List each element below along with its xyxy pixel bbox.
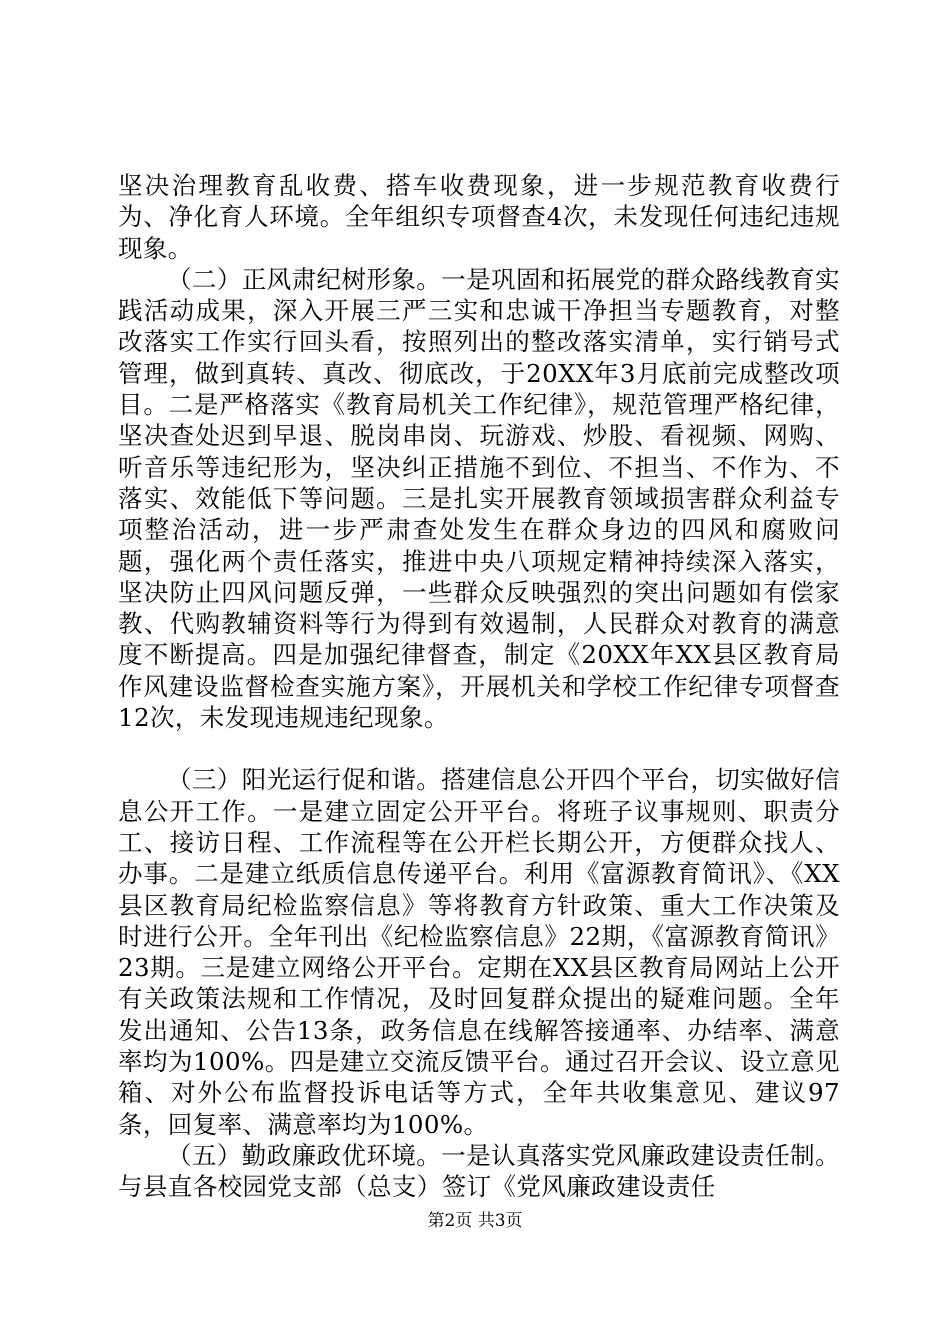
paragraph-section-2: （二）正风肃纪树形象。一是巩固和拓展党的群众路线教育实践活动成果，深入开展三严三实和忠诚干净担当专题教育，对整改落实工作实行回头看，按照列出的整改落实清单，实行销号式管理，做到真转、真改、彻底改，于20XX年3月底前完成整改项目。二是严格落实《教育局机关工作纪律》，规范管理严格纪律，坚决查处迟到早退、脱岗串岗、玩游戏、炒股、看视频、网购、听音乐等违纪形为，坚决纠正措施不到位、不担当、不作为、不落实、效能低下等问题。三是扎实开展教育领域损害群众利益专项整治活动，进一步严肃查处发生在群众身边的四风和腐败问题，强化两个责任落实，推进中央八项规定精神持续深入落实，坚决防止四风问题反弹，一些群众反映强烈的突出问题如有偿家教、代购教辅资料等行为得到有效遏制，人民群众对教育的满意度不断提高。四是加强纪律督查，制定《20XX年XX县区教育局作风建设监督检查实施方案》，开展机关和学校工作纪律专项督查12次，未发现违规违纪现象。: [118, 264, 840, 733]
page-number-footer: 第2页 共3页: [427, 1211, 523, 1231]
paragraph-continuation: 坚决治理教育乱收费、搭车收费现象，进一步规范教育收费行为、净化育人环境。全年组织专项督查4次，未发现任何违纪违规现象。: [118, 171, 840, 263]
paragraph-section-5: （五）勤政廉政优环境。一是认真落实党风廉政建设责任制。与县直各校园党支部（总支）签订《党风廉政建设责任: [118, 1140, 840, 1202]
document-body: [118, 170, 840, 1203]
paragraph-section-3: （三）阳光运行促和谐。搭建信息公开四个平台，切实做好信息公开工作。一是建立固定公开平台。将班子议事规则、职责分工、接访日程、工作流程等在公开栏长期公开，方便群众找人、办事。二是建立纸质信息传递平台。利用《富源教育简讯》、《XX县区教育局纪检监察信息》等将教育方针政策、重大工作决策及时进行公开。全年刊出《纪检监察信息》22期，《富源教育简讯》23期。三是建立网络公开平台。定期在XX县区教育局网站上公开有关政策法规和工作情况，及时回复群众提出的疑难问题。全年发出通知、公告13条，政务信息在线解答接通率、办结率、满意率均为100%。四是建立交流反馈平台。通过召开会议、设立意见箱、对外公布监督投诉电话等方式，全年共收集意见、建议97条，回复率、满意率均为100%。: [118, 765, 840, 1139]
